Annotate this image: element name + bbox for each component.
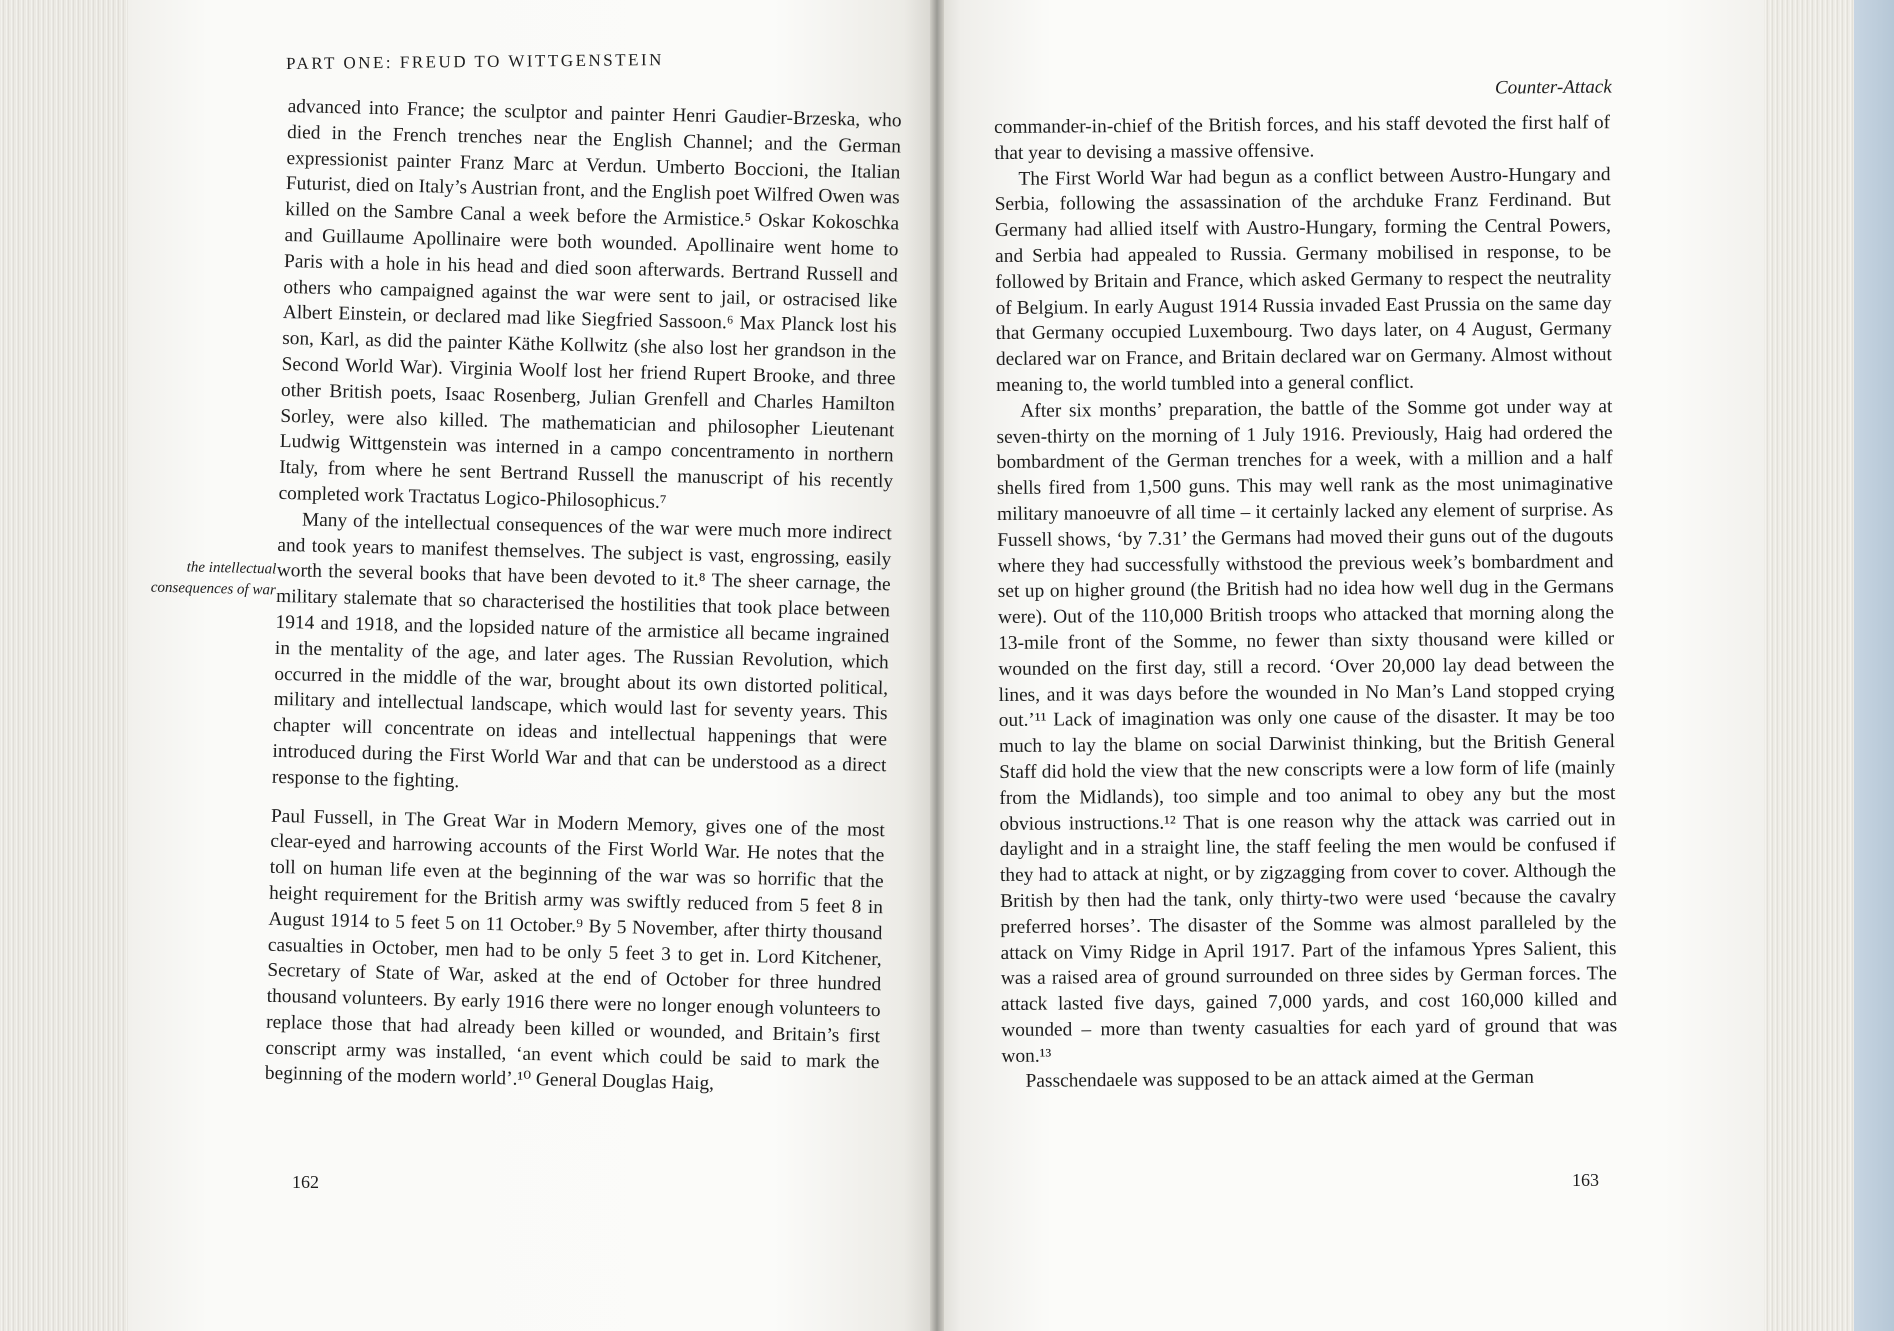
page-number-left: 162 <box>292 1172 319 1192</box>
paragraph: commander-in-chief of the British forces, and his staff devoted the first half of that year to devising a massive offensive. <box>994 112 1611 164</box>
running-head-left: PART ONE: FREUD TO WITTGENSTEIN <box>286 50 664 73</box>
left-page-body <box>265 94 902 1101</box>
paragraph: The First World War had begun as a conflict between Austro-Hungary and Serbia, following the assassination of the archduke Franz Ferdinand. But Germany had allied itself with Austro-Hungary, forming the Central Powers, and Serbia had appealed to Russia. Germany mobilised in response, to be followed by Britain and France, which asked Germany to respect the neutrality of Belgium. In early August 1914 Russia invaded East Prussia on the same day that Germany occupied Luxembourg. Two days later, on 4 August, Germany declared war on France, and Britain declared war on Germany. Almost without meaning to, the world tumbled into a general conflict. <box>994 163 1612 396</box>
paragraph: After six months’ preparation, the battle of the Somme got under way at seven-thirty on the morning of 1 July 1916. Previously, Haig had ordered the bombardment of the German trenches for a week, with a million and a half shells fired from 1,500 guns. This may well rank as the most unimaginative military manoeuvre of all time – it certainly lacked any element of surprise. As Fussell shows, ‘by 7.31’ the Germans had moved their guns out of the dugouts where they had successfully withstood the previous week’s bombardment and set up on higher ground (the British had no idea how well dug in the Germans were). Out of the 110,000 British troops who attacked that morning along the 13-mile front of the Somme, no fewer than sixty thousand were killed or wounded on the first day, still a record. ‘Over 20,000 lay dead between the lines, and it was days before the wounded in No Man’s Land stopped crying out.’¹¹ Lack of imagination was only one cause of the disaster. It may be too much to lay the blame on social Darwinist thinking, but the British General Staff did hold the view that the new conscripts were a low form of life (mainly from the Midlands), too simple and too animal to obey any but the most obvious instructions.¹² That is one reason why the attack was carried out in daylight and in a straight line, the staff feeling the men would be confused if they had to attack at night, or by zigzagging from cover to cover. Although the British by then had the tank, only thirty-two were used ‘because the cavalry preferred horses’. The disaster of the Somme was almost paralleled by the attack on Vimy Ridge in April 1917. Part of the infamous Ypres Salient, this was a raised area of ground surrounded on three sides by German forces. The attack lasted five days, gained 7,000 yards, and cost 160,000 killed and wounded – more than twenty casualties for each yard of ground that was won.¹³ <box>996 395 1618 1067</box>
page-number-right: 163 <box>1572 1170 1599 1190</box>
paragraph: Passchendaele was supposed to be an attack aimed at the German <box>1025 1067 1534 1093</box>
paragraph: advanced into France; the sculptor and painter Henri Gaudier-Brzeska, who died in the French trenches near the English Channel; and the German expressionist painter Franz Marc at Verdun. Umberto Boccioni, the Italian Futurist, died on Italy’s Austrian front, and the English poet Wilfred Owen was killed on the Sambre Canal a week before the Armistice.⁵ Oskar Kokoschka and Guillaume Apollinaire were both wounded. Apollinaire went home to Paris with a hole in his head and died soon afterwards. Bertrand Russell and others who campaigned against the war were sent to jail, or ostracised like Albert Einstein, or declared mad like Siegfried Sassoon.⁶ Max Planck lost his son, Karl, as did the painter Käthe Kollwitz (she also lost her grandson in the Second World War). Virginia Woolf lost her friend Rupert Brooke, and three other British poets, Isaac Rosenberg, Julian Grenfell and Charles Hamilton Sorley, were also killed. The mathematician and philosopher Lieutenant Ludwig Wittgenstein was interned in a campo concentramento in northern Italy, from where he sent Bertrand Russell the manuscript of his recently completed work Tractatus Logico-Philosophicus.⁷ <box>278 95 902 513</box>
running-head-right: Counter-Attack <box>1495 76 1613 99</box>
book-gutter <box>930 0 944 1331</box>
margin-note: the intellectual consequences of war <box>150 559 277 599</box>
book-cover-edge <box>1854 0 1894 1331</box>
left-page-edges <box>0 0 140 1331</box>
right-page-body <box>994 110 1618 1095</box>
paragraph: Many of the intellectual consequences of the war were much more indirect and took years to manifest themselves. The subject is vast, engrossing, easily worth the several books that have been devoted to it.⁸ The sheer carnage, the military stalemate that so characterised the hostilities that took place between 1914 and 1918, and the lopsided nature of the armistice all became ingrained in the mentality of the age, and later ages. The Russian Revolution, which occurred in the middle of the war, brought about its own distorted political, military and intellectual landscape, which would last for seventy years. This chapter will concentrate on ideas and intellectual happenings that were introduced during the First World War and that can be understood as a direct response to the fighting. <box>271 509 893 792</box>
paragraph: Paul Fussell, in The Great War in Modern Memory, gives one of the most clear-eyed and harrowing accounts of the First World War. He notes that the toll on human life even at the beginning of the war was so horrific that the height requirement for the British army was swiftly reduced from 5 feet 8 in August 1914 to 5 feet 5 on 11 October.⁹ By 5 November, after thirty thousand casualties in October, men had to be only 5 feet 3 to get in. Lord Kitchener, Secretary of State of War, asked at the end of October for three hundred thousand volunteers. By early 1916 there were no longer enough volunteers to replace those that had already been killed or wounded, and Britain’s first conscript army was installed, ‘an event which could be said to mark the beginning of the modern world’.¹⁰ General Douglas Haig, <box>264 805 886 1095</box>
